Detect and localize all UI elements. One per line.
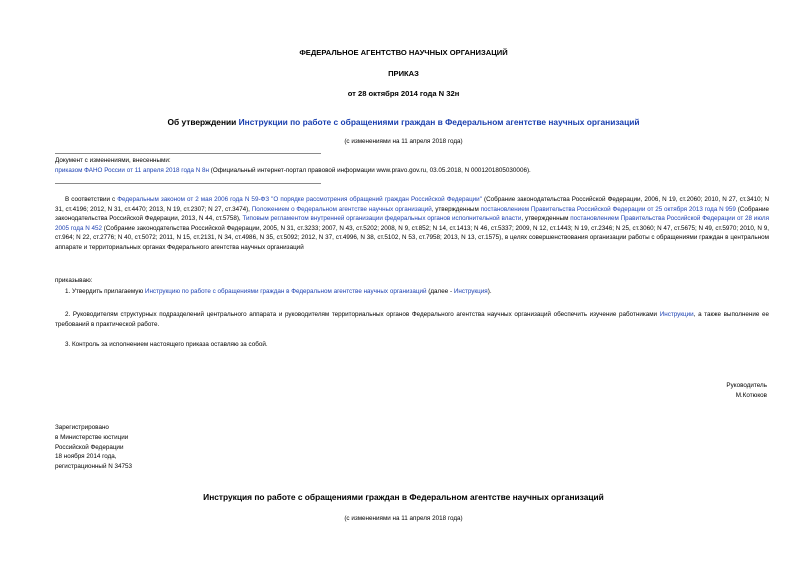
order-item-2 <box>55 310 769 329</box>
order-title <box>0 116 807 129</box>
order-date: от 28 октября 2014 года N 32н <box>347 89 460 98</box>
registration-line: регистрационный N 34753 <box>55 463 133 470</box>
instruction-revision-note: (с изменениями на 11 апреля 2018 года) <box>344 515 463 522</box>
order-title-prefix: Об утверждении <box>167 117 239 127</box>
government-decree-959-link[interactable]: постановлением Правительства Российской Федерации от 25 октября 2013 года N 959 <box>480 205 736 213</box>
preamble-text: , утвержденным <box>431 205 481 213</box>
preamble-text: В соответствии с <box>65 196 118 203</box>
item-2-text: 2. Руководителям структурных подразделений центрального аппарата и руководителям территориальных органов Федерального агентства научных организаций обеспечить изучение работниками <box>65 311 660 318</box>
changes-note <box>55 156 775 176</box>
changes-note-heading: Документ с изменениями, внесенными: <box>55 157 171 164</box>
item-2-text: , а также выполнение ее требований в практической работе. <box>55 311 769 328</box>
divider-top <box>55 153 321 154</box>
signer-name: М.Котюков <box>735 392 767 399</box>
order-item-1 <box>55 287 769 297</box>
preamble-paragraph <box>55 195 769 252</box>
instruction-short-link-item-1[interactable]: Инструкция <box>453 288 488 295</box>
instruction-link-item-2[interactable]: Инструкции <box>659 311 694 318</box>
agency-regulation-link[interactable]: Положением о Федеральном агентстве научных организаций <box>251 205 432 213</box>
registration-line: Российской Федерации <box>55 443 124 451</box>
registration-line: в Министерстве юстиции <box>55 433 129 441</box>
registration-block <box>55 423 255 472</box>
standard-regulation-link[interactable]: Типовым регламентом внутренней организации федеральных органов исполнительной власти <box>242 215 522 223</box>
changes-note-source: (Официальный интернет-портал правовой информации www.pravo.gov.ru, 03.05.2018, N 0001201805030006). <box>209 166 531 174</box>
instruction-link-title[interactable]: Инструкции по работе с обращениями граждан в Федеральном агентстве научных организаций <box>238 117 640 127</box>
signer-role: Руководитель <box>726 382 767 389</box>
order-heading: ПРИКАЗ <box>388 69 419 78</box>
preamble-text: (Собрание законодательства Российской Федерации, 2005, N 31, ст.3233; 2007, N 43, ст.5202; 2008, N 9, ст.852; N 14, ст.1413; N 46, ст.5337; 2009, N 12, ст.1443; N 19, ст.2346; N 25, ст.3060; N 47, ст.5675; N 49, ст.5970; 2010, N 9, ст.964; N 22, ст.2776; N 40, ст.5072; 2011, N 15, ст.2131, N 34, ст.4986, N 35, ст.5092; 2012, N 37, ст.4996, N 38, ст.5102, N 53, ст.7958; 2013, N 13, ст.1575), в целях совершенствования организации работы с обращениями граждан в центральном аппарате и территориальных органах Федерального агентства научных организаций <box>55 224 769 251</box>
preamble-text: (Собрание законодательства Российской Федерации, 2013, N 44, ст.5758), <box>55 205 769 223</box>
ordered-word: приказываю: <box>55 277 93 284</box>
registration-line: Зарегистрировано <box>55 424 109 431</box>
federal-law-59-link[interactable]: Федеральным законом от 2 мая 2006 года N 59-ФЗ "О порядке рассмотрения обращений граждан Российской Федерации" <box>117 196 482 203</box>
government-decree-452-link[interactable]: постановлением Правительства Российской Федерации от 28 июля 2005 года N 452 <box>55 215 769 232</box>
amendment-order-link[interactable]: приказом ФАНО России от 11 апреля 2018 года N 8н <box>55 166 210 174</box>
instruction-link-item-1[interactable]: Инструкцию по работе с обращениями граждан в Федеральном агентстве научных организаций <box>144 288 427 295</box>
preamble-text: (Собрание законодательства Российской Федерации, 2006, N 19, ст.2060; 2010, N 27, ст.3410; N 31, ст.4196; 2012, N 31, ст.4470; 2013, N 19, ст.2307; N 27, ст.3474), <box>55 196 770 213</box>
item-1-text: (далее - <box>426 288 454 295</box>
agency-name: ФЕДЕРАЛЬНОЕ АГЕНТСТВО НАУЧНЫХ ОРГАНИЗАЦИЙ <box>299 48 508 57</box>
order-revision-note: (с изменениями на 11 апреля 2018 года) <box>344 138 463 145</box>
item-1-text: ). <box>487 288 492 295</box>
item-1-text: 1. Утвердить прилагаемую <box>65 288 145 295</box>
changes-note-body <box>55 166 775 176</box>
instruction-title: Инструкция по работе с обращениями граждан в Федеральном агентстве научных организаций <box>203 492 604 502</box>
registration-line: 18 ноября 2014 года, <box>55 453 117 461</box>
preamble-text: , утвержденным <box>521 215 571 223</box>
order-item-3: 3. Контроль за исполнением настоящего приказа оставляю за собой. <box>65 341 268 348</box>
divider-bottom <box>55 183 321 184</box>
